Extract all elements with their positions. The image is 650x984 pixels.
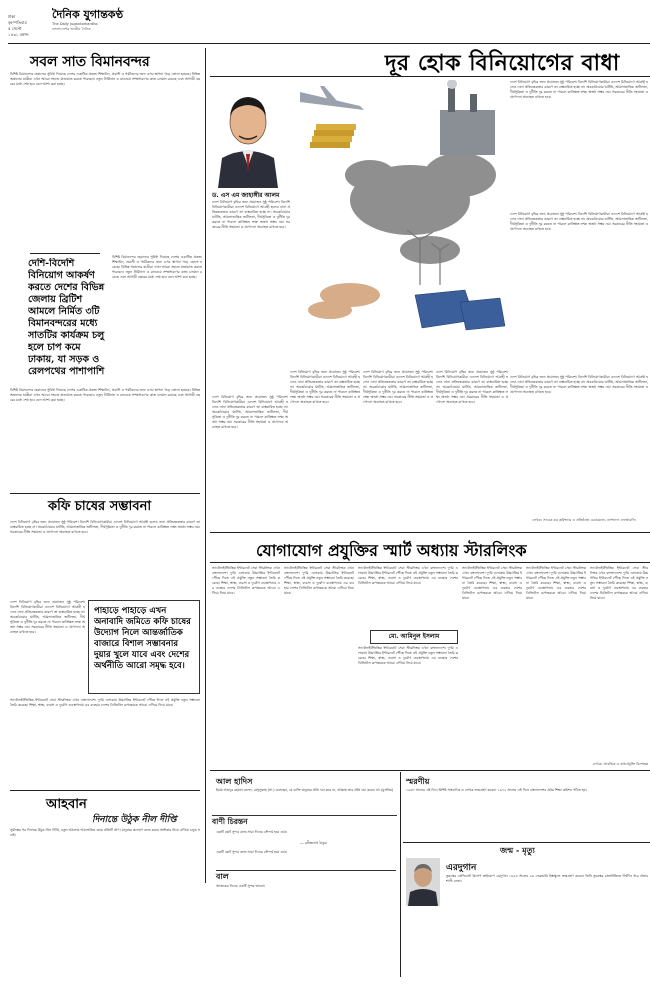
jonmo-divider	[403, 842, 650, 843]
portrait-illustration	[212, 80, 284, 188]
starlink-top-rule	[210, 532, 650, 533]
investment-collage	[290, 80, 508, 365]
pull-rule-top	[30, 253, 100, 254]
jonmo-title: জন্ম - মৃত্যু	[500, 845, 535, 855]
left-pull-quote: দেশি-বিদেশি বিনিয়োগ আকর্ষণ করতে দেশের বিভিন্ন জেলায় ব্রিটিশ আমলে নির্মিত ৩টি বিমানবন্দরের মধ্যে সাতটির কার্যক্রম চলু হলে চাপ কমে ঢাকায়, যা সড়ক ও রেলপথের পাশাপাশি	[28, 258, 105, 376]
coin-stack-icon	[310, 124, 356, 148]
bani-author: — রবীন্দ্রনাথ ঠাকুর	[300, 841, 327, 845]
bani-title-box	[212, 815, 397, 828]
bottom-divider	[210, 770, 650, 771]
author-portrait	[212, 80, 284, 188]
starlink-body-6: স্যাটেলাইটভিত্তিক ইন্টারনেট সেবা স্টারলিংক এখন বাংলাদেশে। দুর্গম এলাকায় উচ্চগতির ইন্টারনেট পৌঁছে দিতে এই প্রযুক্তি নতুন সম্ভাবনা তৈরি করেছে। শিক্ষা, স্বাস্থ্য, ব্যবসা ও দুর্যোগ ব্যবস্থাপনায় এর ব্যবহার দেশের ডিজিটাল রূপান্তরকে আরো এগিয়ে নিয়ে যাবে।	[526, 566, 586, 600]
coffee-divider	[10, 493, 200, 494]
coffee-body-left: দেশে বিনিয়োগ বৃদ্ধির জন্য প্রয়োজন সুষ্ঠু পরিবেশ। বিদেশি বিনিয়োগকারীরা এদেশে বিনিয়োগে আগ্রহী হলেও নানা প্রতিবন্ধকতার কারণে তা বাস্তবায়িত হচ্ছে না। অবকাঠামোর ঘাটতি, আমলাতান্ত্রিক জটিলতা, দীর্ঘসূত্রিতা ও দুর্নীতি দূর করতে না পারলে কাঙ্ক্ষিত লক্ষ্য অর্জন সম্ভব নয়। সরকারের নীতি সহায়তা ও প্রণোদনা অব্যাহত রাখতে হবে।	[10, 600, 85, 634]
ahoban-divider	[10, 790, 200, 791]
main-body-1: দেশে বিনিয়োগ বৃদ্ধির জন্য প্রয়োজন সুষ্ঠু পরিবেশ। বিদেশি বিনিয়োগকারীরা এদেশে বিনিয়োগে আগ্রহী হলেও নানা প্রতিবন্ধকতার কারণে তা বাস্তবায়িত হচ্ছে না। অবকাঠামোর ঘাটতি, আমলাতান্ত্রিক জটিলতা, দীর্ঘসূত্রিতা ও দুর্নীতি দূর করতে না পারলে কাঙ্ক্ষিত লক্ষ্য অর্জন সম্ভব নয়। সরকারের নীতি সহায়তা ও প্রণোদনা অব্যাহত রাখতে হবে।	[212, 200, 290, 229]
smarani-text: ১৯৩০ সালের এই দিনে বিশিষ্ট সাংবাদিক ও লেখক জন্মগ্রহণ করেন। ১৯৭২ সালের এই দিনে বাংলাদেশের প্রথম শিক্ষা কমিশন গঠিত হয়।	[406, 788, 587, 792]
bal-text: আজকের দিনের একটি সুন্দর ভাবনা।	[216, 884, 266, 888]
date-line: ১৪৩১ বঙ্গাব্দ	[8, 32, 29, 37]
smarani-title: স্মরণীয়	[406, 776, 430, 786]
masthead-logo	[52, 8, 147, 33]
ahoban-headline: দিনান্তে উঠুক নীল দীপ্তি	[92, 815, 177, 825]
starlink-byline-box	[370, 630, 458, 644]
starlink-body-7: স্যাটেলাইটভিত্তিক ইন্টারনেট সেবা স্টারলিংক এখন বাংলাদেশে। দুর্গম এলাকায় উচ্চগতির ইন্টারনেট পৌঁছে দিতে এই প্রযুক্তি নতুন সম্ভাবনা তৈরি করেছে। শিক্ষা, স্বাস্থ্য, ব্যবসা ও দুর্যোগ ব্যবস্থাপনায় এর ব্যবহার দেশের ডিজিটাল রূপান্তরকে আরো এগিয়ে নিয়ে যাবে।	[590, 566, 648, 600]
masthead-date	[8, 14, 48, 38]
main-body-8: দেশে বিনিয়োগ বৃদ্ধির জন্য প্রয়োজন সুষ্ঠু পরিবেশ। বিদেশি বিনিয়োগকারীরা এদেশে বিনিয়োগে আগ্রহী হলেও নানা প্রতিবন্ধকতার কারণে তা বাস্তবায়িত হচ্ছে না। অবকাঠামোর ঘাটতি, আমলাতান্ত্রিক জটিলতা, দীর্ঘসূত্রিতা ও দুর্নীতি দূর করতে না পারলে কাঙ্ক্ষিত লক্ষ্য অর্জন সম্ভব নয়। সরকারের নীতি সহায়তা ও প্রণোদনা অব্যাহত রাখতে হবে।	[212, 395, 288, 429]
coffee-body: দেশে বিনিয়োগ বৃদ্ধির জন্য প্রয়োজন সুষ্ঠু পরিবেশ। বিদেশি বিনিয়োগকারীরা এদেশে বিনিয়োগে আগ্রহী হলেও নানা প্রতিবন্ধকতার কারণে তা বাস্তবায়িত হচ্ছে না। অবকাঠামোর ঘাটতি, আমলাতান্ত্রিক জটিলতা, দীর্ঘসূত্রিতা ও দুর্নীতি দূর করতে না পারলে কাঙ্ক্ষিত লক্ষ্য অর্জন সম্ভব নয়। সরকারের নীতি সহায়তা ও প্রণোদনা অব্যাহত রাখতে হবে।	[10, 520, 200, 534]
publication-tagline: বাংলাদেশের জাতীয় দৈনিক	[52, 27, 91, 31]
starlink-body-1: স্যাটেলাইটভিত্তিক ইন্টারনেট সেবা স্টারলিংক এখন বাংলাদেশে। দুর্গম এলাকায় উচ্চগতির ইন্টারনেট পৌঁছে দিতে এই প্রযুক্তি নতুন সম্ভাবনা তৈরি করেছে। শিক্ষা, স্বাস্থ্য, ব্যবসা ও দুর্যোগ ব্যবস্থাপনায় এর ব্যবহার দেশের ডিজিটাল রূপান্তরকে আরো এগিয়ে নিয়ে যাবে।	[212, 566, 280, 595]
starlink-headline-rule	[210, 562, 650, 563]
ahoban-section: আহবান	[46, 797, 87, 812]
date-line: ঢাকা	[8, 14, 16, 19]
masthead-divider	[8, 43, 650, 44]
al-hadith-text: ইমাম আবদুর রহমান বলেন, রাসুলুল্লাহ (সা.) বলেছেন, যে ব্যক্তি মানুষের প্রতি দয়া করে না, আল্লাহ তার প্রতি দয়া করেন না। (মুসলিম)	[216, 788, 394, 792]
coffee-headline: কফি চাষের সম্ভাবনা	[48, 499, 152, 514]
starlink-body-4: স্যাটেলাইটভিত্তিক ইন্টারনেট সেবা স্টারলিংক এখন বাংলাদেশে। দুর্গম এলাকায় উচ্চগতির ইন্টারনেট পৌঁছে দিতে এই প্রযুক্তি নতুন সম্ভাবনা তৈরি করেছে। শিক্ষা, স্বাস্থ্য, ব্যবসা ও দুর্যোগ ব্যবস্থাপনায় এর ব্যবহার দেশের ডিজিটাল রূপান্তরকে আরো এগিয়ে নিয়ে যাবে।	[358, 646, 458, 665]
main-body-3: দেশে বিনিয়োগ বৃদ্ধির জন্য প্রয়োজন সুষ্ঠু পরিবেশ। বিদেশি বিনিয়োগকারীরা এদেশে বিনিয়োগে আগ্রহী হলেও নানা প্রতিবন্ধকতার কারণে তা বাস্তবায়িত হচ্ছে না। অবকাঠামোর ঘাটতি, আমলাতান্ত্রিক জটিলতা, দীর্ঘসূত্রিতা ও দুর্নীতি দূর করতে না পারলে কাঙ্ক্ষিত লক্ষ্য অর্জন সম্ভব নয়। সরকারের নীতি সহায়তা ও প্রণোদনা অব্যাহত রাখতে হবে।	[510, 212, 648, 231]
main-body-2: দেশে বিনিয়োগ বৃদ্ধির জন্য প্রয়োজন সুষ্ঠু পরিবেশ। বিদেশি বিনিয়োগকারীরা এদেশে বিনিয়োগে আগ্রহী হলেও নানা প্রতিবন্ধকতার কারণে তা বাস্তবায়িত হচ্ছে না। অবকাঠামোর ঘাটতি, আমলাতান্ত্রিক জটিলতা, দীর্ঘসূত্রিতা ও দুর্নীতি দূর করতে না পারলে কাঙ্ক্ষিত লক্ষ্য অর্জন সম্ভব নয়। সরকারের নীতি সহায়তা ও প্রণোদনা অব্যাহত রাখতে হবে।	[510, 80, 648, 99]
coffee-body-bottom: স্যাটেলাইটভিত্তিক ইন্টারনেট সেবা স্টারলিংক এখন বাংলাদেশে। দুর্গম এলাকায় উচ্চগতির ইন্টারনেট পৌঁছে দিতে এই প্রযুক্তি নতুন সম্ভাবনা তৈরি করেছে। শিক্ষা, স্বাস্থ্য, ব্যবসা ও দুর্যোগ ব্যবস্থাপনায় এর ব্যবহার দেশের ডিজিটাল রূপান্তরকে আরো এগিয়ে নিয়ে যাবে।	[10, 698, 200, 707]
left-body-side: বিশিষ্ট বিমানবন্দর হেরাফের সুবিধা দিয়েছে দেশের একাধিক প্রকল্প। শিক্ষাবিদ, প্রবাসী ও পর্যটকদের জন্য এসব স্থাপনা গড়ে তোলা হয়েছে। বিভিন্ন অঞ্চলের যাত্রীরা এখন আরো সহজে যাতায়াত করতে পারছেন। নতুন টার্মিনাল ও রানওয়ে সম্প্রসারণের কাজ চলমান রয়েছে এবং আগামী বছরের মধ্যে শেষ হবে বলে আশা করা হচ্ছে।	[112, 255, 202, 279]
bani-text: একটি ছোট সুন্দর কাজ সারা দিনের সৌন্দর্য হয়ে ওঠে।	[216, 830, 288, 834]
left-column-rule	[205, 48, 206, 883]
main-body-5: দেশে বিনিয়োগ বৃদ্ধির জন্য প্রয়োজন সুষ্ঠু পরিবেশ। বিদেশি বিনিয়োগকারীরা এদেশে বিনিয়োগে আগ্রহী হলেও নানা প্রতিবন্ধকতার কারণে তা বাস্তবায়িত হচ্ছে না। অবকাঠামোর ঘাটতি, আমলাতান্ত্রিক জটিলতা, দীর্ঘসূত্রিতা ও দুর্নীতি দূর করতে না পারলে কাঙ্ক্ষিত লক্ষ্য অর্জন সম্ভব নয়। সরকারের নীতি সহায়তা ও প্রণোদনা অব্যাহত রাখতে হবে।	[363, 370, 433, 404]
main-body-6: দেশে বিনিয়োগ বৃদ্ধির জন্য প্রয়োজন সুষ্ঠু পরিবেশ। বিদেশি বিনিয়োগকারীরা এদেশে বিনিয়োগে আগ্রহী হলেও নানা প্রতিবন্ধকতার কারণে তা বাস্তবায়িত হচ্ছে না। অবকাঠামোর ঘাটতি, আমলাতান্ত্রিক জটিলতা, দীর্ঘসূত্রিতা ও দুর্নীতি দূর করতে না পারলে কাঙ্ক্ষিত লক্ষ্য অর্জন সম্ভব নয়। সরকারের নীতি সহায়তা ও প্রণোদনা অব্যাহত রাখতে হবে।	[436, 370, 508, 404]
left-headline: সবল সাত বিমানবন্দর	[30, 54, 150, 70]
jonmo-name: এরদুগান	[446, 863, 477, 873]
left-body-top: বিশিষ্ট বিমানবন্দর হেরাফের সুবিধা দিয়েছে দেশের একাধিক প্রকল্প। শিক্ষাবিদ, প্রবাসী ও পর্যটকদের জন্য এসব স্থাপনা গড়ে তোলা হয়েছে। বিভিন্ন অঞ্চলের যাত্রীরা এখন আরো সহজে যাতায়াত করতে পারছেন। নতুন টার্মিনাল ও রানওয়ে সম্প্রসারণের কাজ চলমান রয়েছে এবং আগামী বছরের মধ্যে শেষ হবে বলে আশা করা হচ্ছে।	[10, 72, 200, 86]
publication-name: দৈনিক যুগান্তকণ্ঠ	[52, 8, 124, 21]
investment-illustration	[290, 80, 508, 365]
coffee-quote-box	[88, 600, 200, 694]
starlink-headline: যোগাযোগ প্রযুক্তির স্মার্ট অধ্যায় স্টারলিংক	[256, 541, 527, 560]
starlink-body-3: স্যাটেলাইটভিত্তিক ইন্টারনেট সেবা স্টারলিংক এখন বাংলাদেশে। দুর্গম এলাকায় উচ্চগতির ইন্টারনেট পৌঁছে দিতে এই প্রযুক্তি নতুন সম্ভাবনা তৈরি করেছে। শিক্ষা, স্বাস্থ্য, ব্যবসা ও দুর্যোগ ব্যবস্থাপনায় এর ব্যবহার দেশের ডিজিটাল রূপান্তরকে আরো এগিয়ে নিয়ে যাবে।	[358, 566, 458, 585]
starlink-body-2: স্যাটেলাইটভিত্তিক ইন্টারনেট সেবা স্টারলিংক এখন বাংলাদেশে। দুর্গম এলাকায় উচ্চগতির ইন্টারনেট পৌঁছে দিতে এই প্রযুক্তি নতুন সম্ভাবনা তৈরি করেছে। শিক্ষা, স্বাস্থ্য, ব্যবসা ও দুর্যোগ ব্যবস্থাপনায় এর ব্যবহার দেশের ডিজিটাল রূপান্তরকে আরো এগিয়ে নিয়ে যাবে।	[284, 566, 354, 595]
main-body-4: দেশে বিনিয়োগ বৃদ্ধির জন্য প্রয়োজন সুষ্ঠু পরিবেশ। বিদেশি বিনিয়োগকারীরা এদেশে বিনিয়োগে আগ্রহী হলেও নানা প্রতিবন্ধকতার কারণে তা বাস্তবায়িত হচ্ছে না। অবকাঠামোর ঘাটতি, আমলাতান্ত্রিক জটিলতা, দীর্ঘসূত্রিতা ও দুর্নীতি দূর করতে না পারলে কাঙ্ক্ষিত লক্ষ্য অর্জন সম্ভব নয়। সরকারের নীতি সহায়তা ও প্রণোদনা অব্যাহত রাখতে হবে।	[290, 370, 360, 404]
coffee-quote: পাহাড়ে পাহাড়ে এখন অনাবাদি জমিতে কফি চাষের উদ্যোগ নিলে আন্তর্জাতিক বাজারে বিশাল সম্ভাবনার দুয়ার খুলে যাবে এবং দেশের অর্থনীতি আরো সমৃদ্ধ হবে।	[94, 606, 191, 671]
starlink-body-5: স্যাটেলাইটভিত্তিক ইন্টারনেট সেবা স্টারলিংক এখন বাংলাদেশে। দুর্গম এলাকায় উচ্চগতির ইন্টারনেট পৌঁছে দিতে এই প্রযুক্তি নতুন সম্ভাবনা তৈরি করেছে। শিক্ষা, স্বাস্থ্য, ব্যবসা ও দুর্যোগ ব্যবস্থাপনায় এর ব্যবহার দেশের ডিজিটাল রূপান্তরকে আরো এগিয়ে নিয়ে যাবে।	[462, 566, 522, 600]
ahoban-body: সূর্যাস্তের পর দিনান্তে উঠুক নীল দীপ্তি, নতুন আলোয় আলোকিত হোক প্রতিটি প্রাণ। মানুষের কল্যাণে কাজ করার অঙ্গীকার নিয়ে এগিয়ে চলুক সবাই।	[10, 828, 200, 837]
main-headline: দূর হোক বিনিয়োগের বাধা	[385, 50, 620, 76]
starlink-author-credit: লেখক: প্রাবন্ধিক ও তথ্যপ্রযুক্তি বিশেষজ্ঞ	[592, 762, 648, 766]
date-line: বৃহস্পতিবার	[8, 20, 27, 25]
bal-title: বাল	[216, 870, 396, 884]
date-line: ৫ সেপ্টে	[8, 26, 22, 31]
starlink-byline: মো. আমিনুল ইসলাম	[388, 633, 440, 640]
main-author-credit: লেখক: সাবেক কর কমিশনার ও প্রতিষ্ঠাতা চেয়ারম্যান, ন্যাশনাল এফআরসি।	[532, 518, 636, 522]
erdogan-illustration	[406, 858, 440, 906]
main-byline: ড. এস এম জাহাঙ্গীর আলম	[212, 192, 280, 199]
main-headline-rule	[210, 76, 650, 77]
main-body-7: দেশে বিনিয়োগ বৃদ্ধির জন্য প্রয়োজন সুষ্ঠু পরিবেশ। বিদেশি বিনিয়োগকারীরা এদেশে বিনিয়োগে আগ্রহী হলেও নানা প্রতিবন্ধকতার কারণে তা বাস্তবায়িত হচ্ছে না। অবকাঠামোর ঘাটতি, আমলাতান্ত্রিক জটিলতা, দীর্ঘসূত্রিতা ও দুর্নীতি দূর করতে না পারলে কাঙ্ক্ষিত লক্ষ্য অর্জন সম্ভব নয়। সরকারের নীতি সহায়তা ও প্রণোদনা অব্যাহত রাখতে হবে।	[510, 375, 648, 394]
left-body-bottom: বিশিষ্ট বিমানবন্দর হেরাফের সুবিধা দিয়েছে দেশের একাধিক প্রকল্প। শিক্ষাবিদ, প্রবাসী ও পর্যটকদের জন্য এসব স্থাপনা গড়ে তোলা হয়েছে। বিভিন্ন অঞ্চলের যাত্রীরা এখন আরো সহজে যাতায়াত করতে পারছেন। নতুন টার্মিনাল ও রানওয়ে সম্প্রসারণের কাজ চলমান রয়েছে এবং আগামী বছরের মধ্যে শেষ হবে বলে আশা করা হচ্ছে।	[10, 388, 200, 402]
jonmo-text: তুরস্কের প্রেসিডেন্ট রিসেপ তাইয়্যেপ এরদুগান ১৯৫৪ সালের ২৬ ফেব্রুয়ারি ইস্তাম্বুলে জন্মগ্রহণ করেন। তিনি তুরস্কের রাজনীতিতে দীর্ঘদিন ধরে প্রভাবশালী নেতা।	[446, 874, 648, 883]
erdogan-portrait	[406, 858, 440, 906]
al-hadith-title: আল হাদিস	[216, 776, 253, 786]
publication-english: The Daily Jugantorkantho	[52, 22, 98, 26]
bottom-column-rule	[400, 772, 401, 977]
bani-title: বাণী চিরন্তন	[212, 817, 248, 826]
bani-text-2: একটি ছোট সুন্দর কাজ সারা দিনের সৌন্দর্য হয়ে ওঠে।	[216, 850, 288, 854]
